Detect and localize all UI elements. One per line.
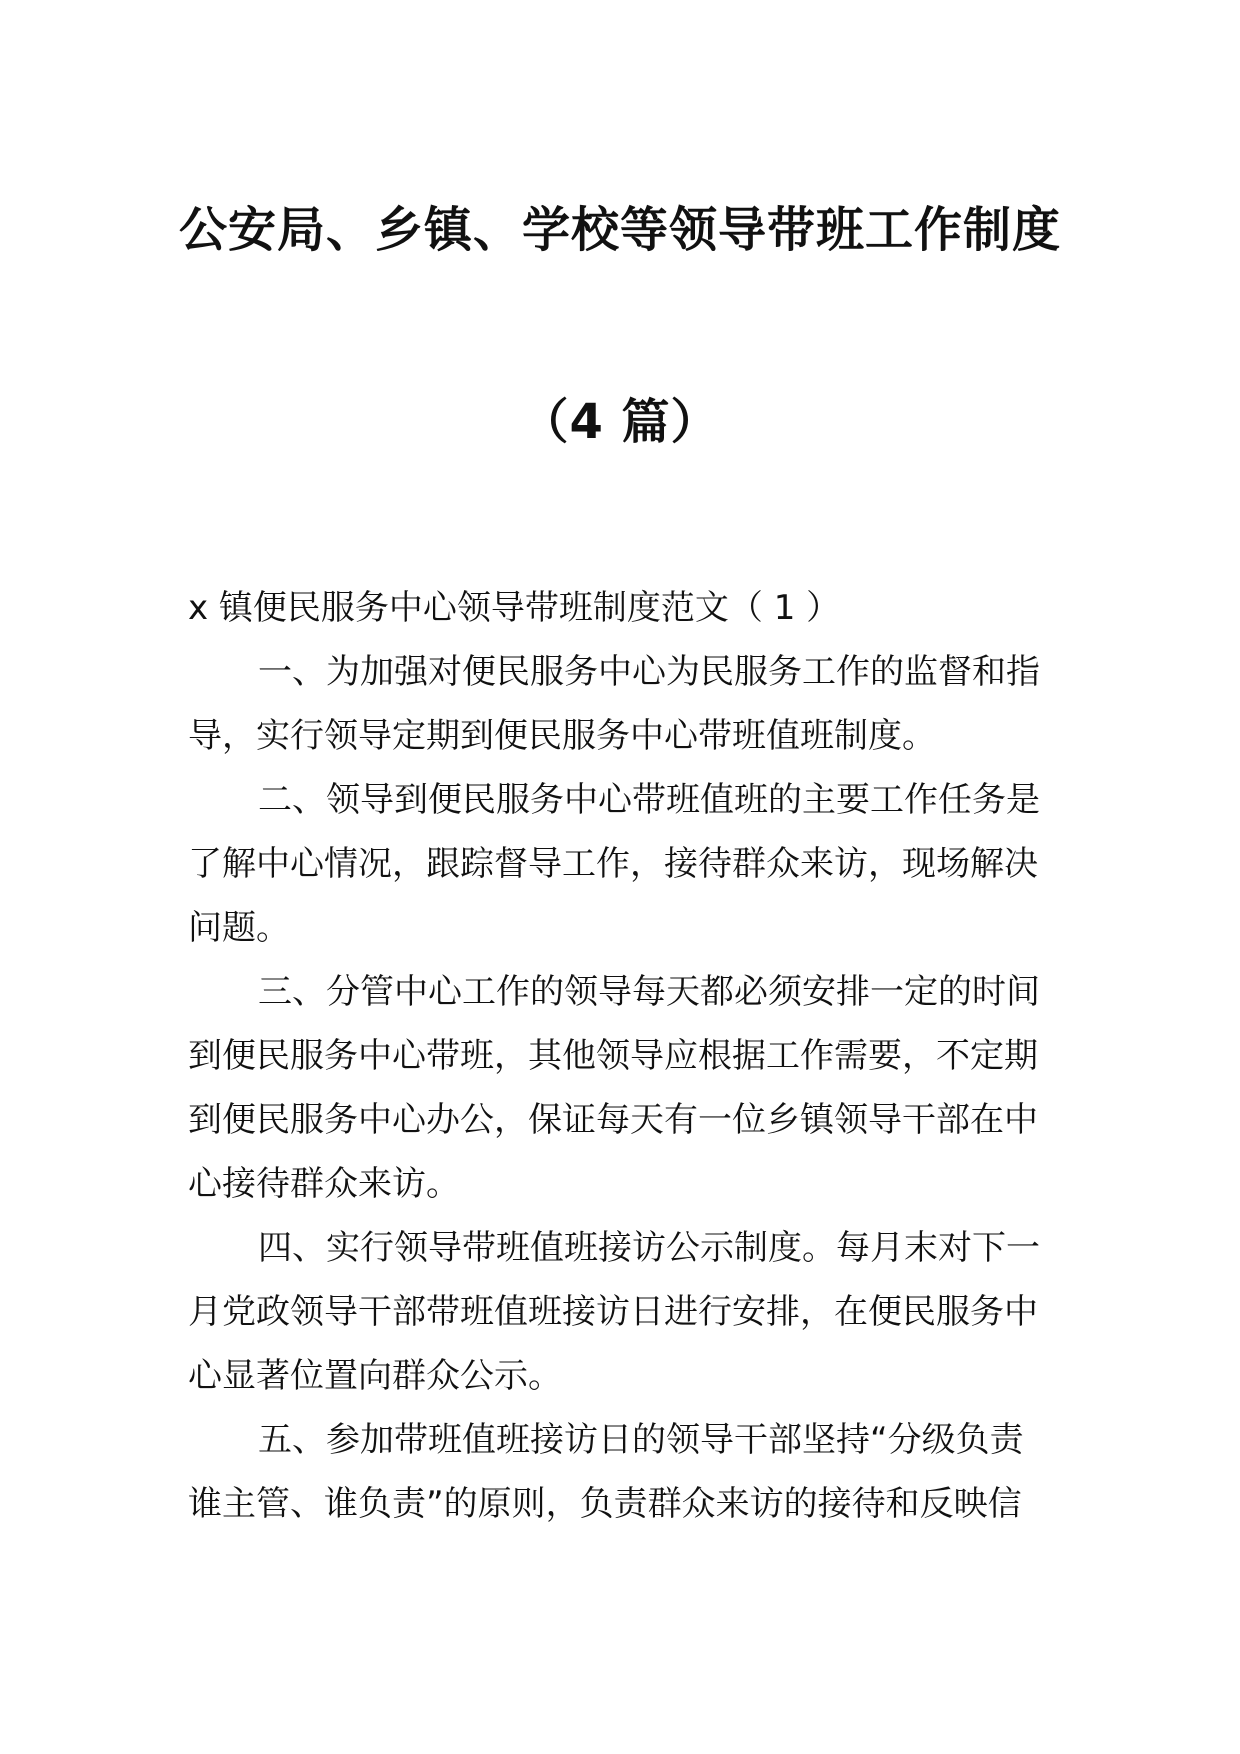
paragraph bbox=[188, 640, 1052, 768]
paragraph-line: 导，实行领导定期到便民服务中心带班值班制度。 bbox=[188, 716, 936, 756]
paragraph-line: 月党政领导干部带班值班接访日进行安排，在便民服务中 bbox=[188, 1292, 1038, 1332]
paragraph-line: 五、参加带班值班接访日的领导干部坚持“分级负责 bbox=[258, 1420, 1024, 1460]
document-title: 公安局、乡镇、学校等领导带班工作制度 bbox=[178, 202, 1061, 258]
document-body bbox=[188, 576, 1052, 1536]
paragraph-line: 问题。 bbox=[188, 908, 290, 948]
paragraph-line: 一、为加强对便民服务中心为民服务工作的监督和指 bbox=[258, 652, 1040, 692]
paragraph bbox=[188, 960, 1052, 1216]
paragraph bbox=[188, 1408, 1052, 1536]
paragraph-line: 到便民服务中心带班，其他领导应根据工作需要，不定期 bbox=[188, 1036, 1038, 1076]
paragraph-line: 谁主管、谁负责”的原则，负责群众来访的接待和反映信 bbox=[188, 1484, 1022, 1524]
paragraph-line: 二、领导到便民服务中心带班值班的主要工作任务是 bbox=[258, 780, 1040, 820]
paragraph-line: 心显著位置向群众公示。 bbox=[188, 1356, 562, 1396]
paragraph bbox=[188, 1216, 1052, 1408]
paragraph-line: 四、实行领导带班值班接访公示制度。每月末对下一 bbox=[258, 1228, 1040, 1268]
section-heading: x 镇便民服务中心领导带班制度范文（ 1 ） bbox=[188, 588, 841, 628]
paragraph-line: 到便民服务中心办公，保证每天有一位乡镇领导干部在中 bbox=[188, 1100, 1038, 1140]
paragraph-line: 三、分管中心工作的领导每天都必须安排一定的时间 bbox=[258, 972, 1040, 1012]
paragraph bbox=[188, 768, 1052, 960]
document-subtitle: （4 篇） bbox=[520, 394, 720, 450]
paragraph-line: 心接待群众来访。 bbox=[188, 1164, 460, 1204]
paragraph-line: 了解中心情况，跟踪督导工作，接待群众来访，现场解决 bbox=[188, 844, 1038, 884]
